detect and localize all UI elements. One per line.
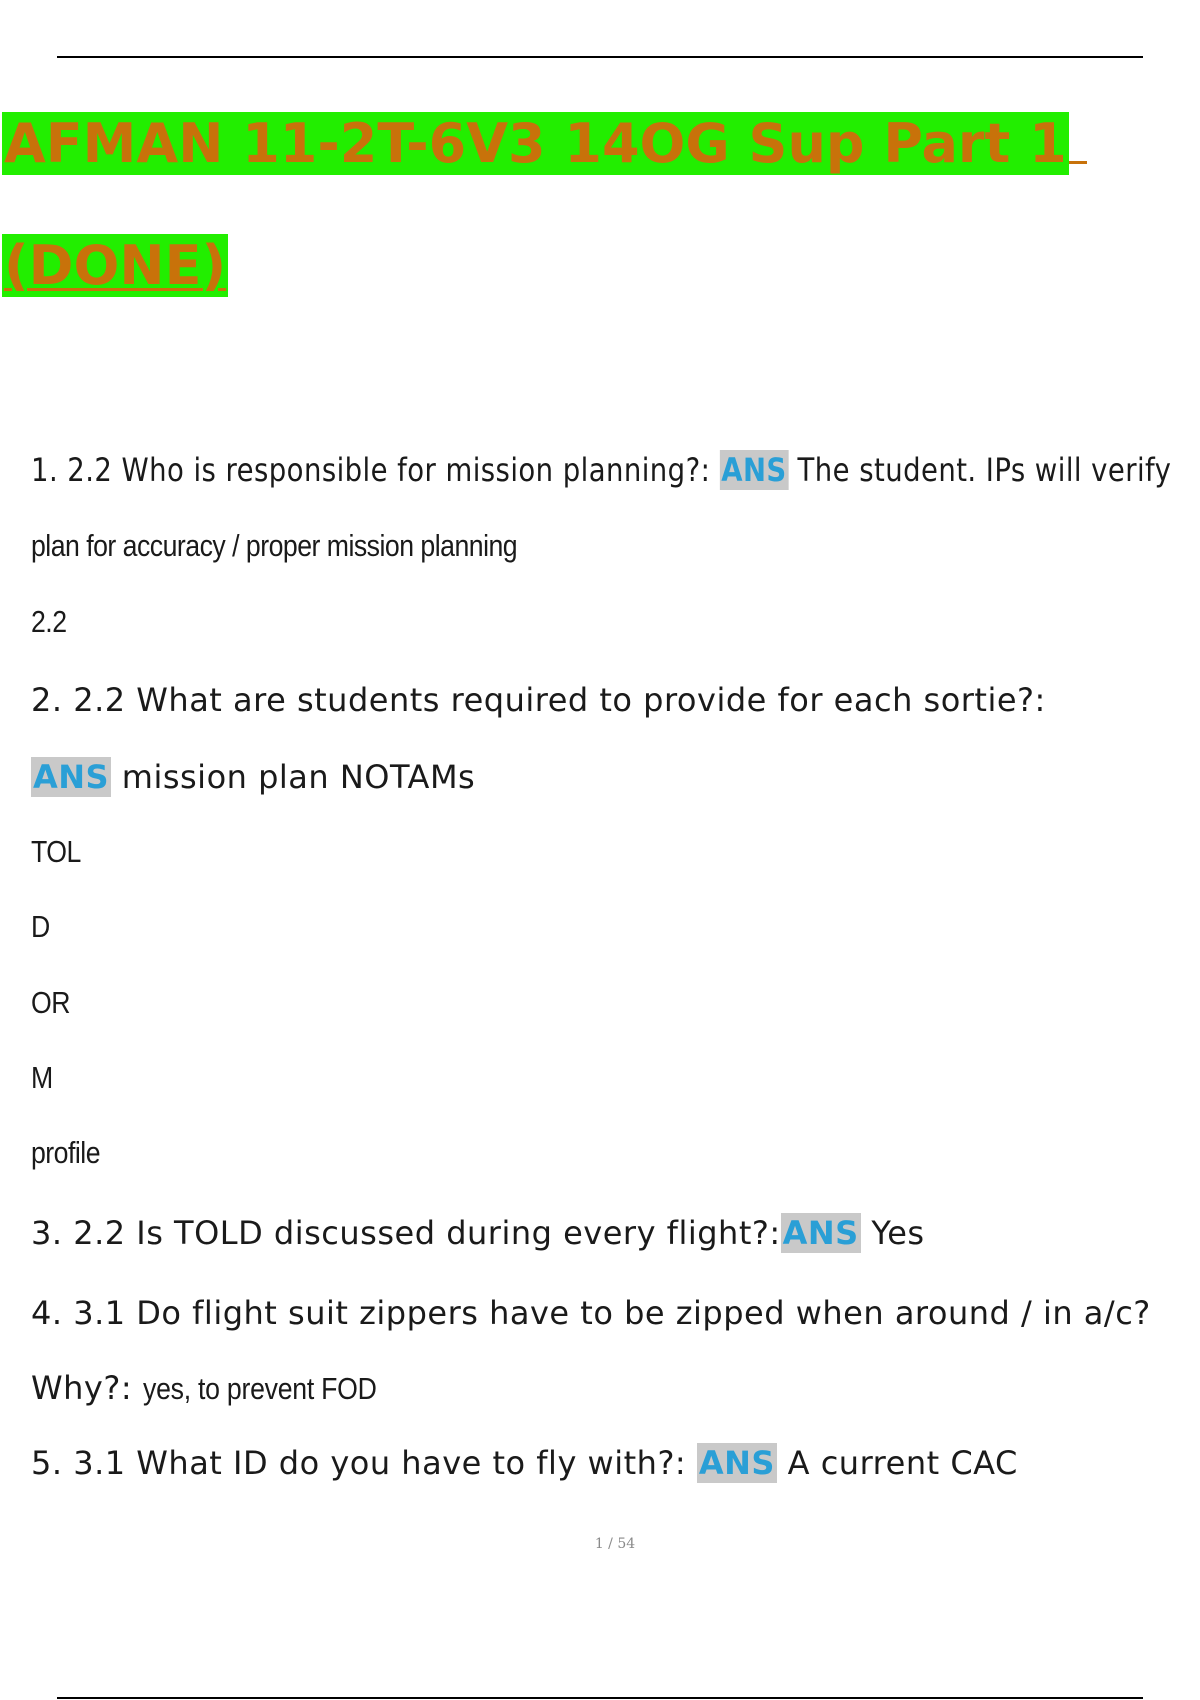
q2-answer: mission plan NOTAMs xyxy=(121,758,476,796)
q5-line xyxy=(31,1443,1018,1483)
q4-line-2 xyxy=(31,1368,414,1409)
q1-question-text xyxy=(31,450,1171,490)
q2-line-1 xyxy=(31,680,1046,720)
q5-question: 5. 3.1 What ID do you have to fly with?: xyxy=(31,1444,687,1482)
title-highlight-1: AFMAN 11-2T-6V3 14OG Sup Part 1 xyxy=(4,112,1067,175)
q2-item xyxy=(31,1058,56,1098)
q5-ans-label: ANS xyxy=(698,1444,775,1482)
q1-answer-cont: plan for accuracy / proper mission planning xyxy=(31,528,518,563)
q4-question: 4. 3.1 Do flight suit zippers have to be zipped when around / in a/c? xyxy=(31,1294,1151,1332)
q4-line-1 xyxy=(31,1293,1151,1333)
q2-item-tol: TOL xyxy=(31,834,81,869)
document-title-line-1 xyxy=(2,113,1087,175)
document-title-line-2 xyxy=(2,235,228,297)
q2-line-2 xyxy=(31,757,475,797)
q3-line xyxy=(31,1213,925,1253)
q2-item xyxy=(31,983,76,1023)
q1-question: 1. 2.2 Who is responsible for mission planning?: xyxy=(31,451,711,489)
q1-line-2 xyxy=(31,526,596,566)
title-underline-tail xyxy=(1069,113,1087,164)
q1-ref-text: 2.2 xyxy=(31,604,67,639)
q2-item-profile: profile xyxy=(31,1135,101,1170)
q2-item-or: OR xyxy=(31,985,70,1020)
q1-answer: The student. IPs will verify xyxy=(797,451,1172,489)
q2-item xyxy=(31,832,89,872)
q4-why: Why?: xyxy=(31,1369,133,1407)
q2-item-d: D xyxy=(31,909,50,944)
top-rule xyxy=(57,56,1143,58)
q2-item xyxy=(31,907,53,947)
q3-question: 3. 2.2 Is TOLD discussed during every flight?: xyxy=(31,1214,781,1252)
q4-answer: yes, to prevent FOD xyxy=(142,1371,377,1406)
title-highlight-2: (DONE) xyxy=(4,234,227,297)
q1-ref xyxy=(31,602,72,642)
q1-ans-label: ANS xyxy=(721,451,787,489)
q2-item xyxy=(31,1133,111,1173)
q5-answer: A current CAC xyxy=(787,1444,1018,1482)
q2-item-m: M xyxy=(31,1060,53,1095)
q3-answer: Yes xyxy=(871,1214,925,1252)
q1-line-1 xyxy=(31,450,1200,490)
q2-ans-label: ANS xyxy=(33,758,110,796)
q3-ans-label: ANS xyxy=(782,1214,859,1252)
q2-question: 2. 2.2 What are students required to provide for each sortie?: xyxy=(31,681,1046,719)
bottom-rule xyxy=(57,1697,1143,1699)
page-number: 1 / 54 xyxy=(594,1536,636,1552)
